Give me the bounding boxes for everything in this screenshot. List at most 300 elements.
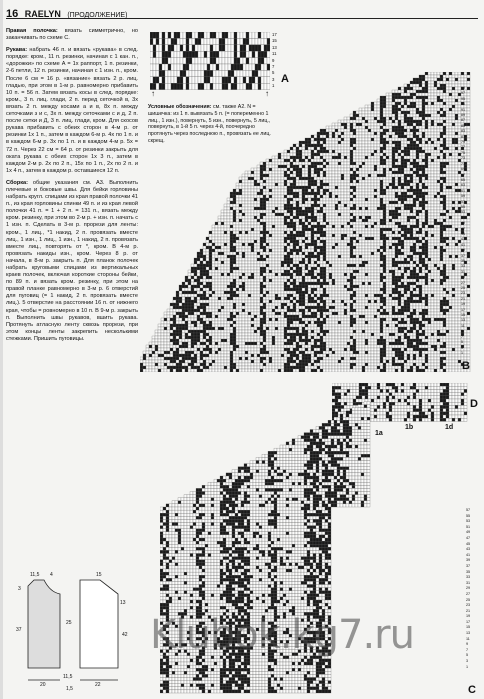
chart-cell [192,38,195,44]
chart-cell [236,198,239,201]
chart-cell [362,276,365,279]
chart-cell [320,168,323,171]
chart-cell [374,231,377,234]
chart-cell [284,246,287,249]
chart-cell [368,198,371,201]
chart-cell [254,195,257,198]
chart-cell [365,219,368,222]
chart-cell [236,228,239,231]
chart-cell [296,180,299,183]
chart-cell [335,261,338,264]
chart-cell [362,255,365,258]
chart-cell [425,273,428,276]
chart-cell [269,213,272,216]
chart-cell [257,258,260,261]
chart-cell [392,270,395,273]
chart-cell [380,258,383,261]
chart-cell [347,261,350,264]
chart-cell [449,225,452,228]
chart-cell [168,58,171,64]
chart-cell [380,150,383,153]
chart-cell [422,111,425,114]
chart-cell [284,159,287,162]
chart-cell [215,276,218,279]
chart-cell [284,279,287,282]
chart-cell [431,129,434,132]
chart-cell [308,168,311,171]
chart-cell [398,237,401,240]
chart-cell [224,234,227,237]
chart-cell [437,252,440,255]
chart-cell [344,207,347,210]
chart-cell [410,192,413,195]
chart-cell [263,270,266,273]
chart-cell [392,114,395,117]
chart-cell [359,147,362,150]
chart-cell [380,111,383,114]
chart-cell [368,270,371,273]
chart-cell [278,213,281,216]
chart-cell [407,141,410,144]
chart-cell [452,270,455,273]
chart-cell [296,231,299,234]
chart-cell [314,213,317,216]
chart-cell [302,270,305,273]
chart-cell [449,177,452,180]
chart-cell [425,240,428,243]
chart-cell [287,273,290,276]
chart-cell [218,228,221,231]
chart-cell [218,225,221,228]
chart-cell [374,111,377,114]
chart-cell [278,171,281,174]
chart-cell [413,87,416,90]
chart-cell [431,108,434,111]
chart-cell [419,273,422,276]
chart-cell [308,222,311,225]
chart-cell [326,135,329,138]
chart-cell [407,90,410,93]
chart-cell [395,126,398,129]
chart-cell [380,198,383,201]
chart-cell [446,258,449,261]
chart-cell [428,255,431,258]
chart-cell [329,264,332,267]
chart-cell [290,246,293,249]
chart-cell [183,32,186,38]
chart-cell [275,198,278,201]
chart-cell [359,117,362,120]
chart-cell [317,204,320,207]
chart-cell [404,156,407,159]
chart-cell [416,93,419,96]
chart-cell [183,64,186,70]
chart-cell [425,243,428,246]
chart-cell [377,99,380,102]
chart-cell [254,180,257,183]
chart-cell [449,120,452,123]
chart-cell [452,189,455,192]
chart-cell [284,195,287,198]
chart-cell [356,216,359,219]
chart-cell [434,141,437,144]
chart-cell [359,189,362,192]
chart-cell [329,198,332,201]
chart-cell [425,147,428,150]
chart-cell [428,111,431,114]
chart-cell [437,135,440,138]
chart-cell [440,165,443,168]
chart-cell [305,279,308,282]
chart-cell [230,204,233,207]
chart-cell [248,189,251,192]
chart-cell [257,174,260,177]
chart-cell [251,186,254,189]
chart-cell [269,258,272,261]
chart-cell [350,171,353,174]
chart-cell [449,84,452,87]
chart-cell [296,258,299,261]
chart-cell [191,279,194,282]
chart-cell [389,168,392,171]
chart-cell [341,204,344,207]
chart-cell [245,192,248,195]
chart-cell [350,186,353,189]
chart-cell [392,111,395,114]
chart-cell [237,64,240,70]
chart-cell [245,231,248,234]
chart-cell [449,216,452,219]
chart-cell [257,276,260,279]
chart-cell [323,141,326,144]
chart-cell [377,252,380,255]
chart-cell [446,144,449,147]
chart-cell [218,246,221,249]
chart-cell [413,261,416,264]
chart-cell [314,261,317,264]
chart-cell [425,153,428,156]
chart-cell [389,231,392,234]
chart-cell [383,252,386,255]
chart-cell [455,222,458,225]
chart-cell [275,168,278,171]
chart-cell [269,192,272,195]
chart-cell [371,255,374,258]
chart-cell [275,270,278,273]
chart-cell [419,141,422,144]
chart-cell [275,201,278,204]
chart-cell [401,207,404,210]
chart-cell [419,255,422,258]
chart-cell [266,231,269,234]
chart-cell [212,264,215,267]
chart-cell [255,32,258,38]
chart-cell [425,234,428,237]
chart-cell [356,117,359,120]
chart-cell [356,186,359,189]
chart-cell [401,255,404,258]
chart-cell [398,204,401,207]
chart-cell [168,64,171,70]
chart-cell [260,198,263,201]
chart-cell [243,64,246,70]
chart-cell [200,270,203,273]
chart-cell [443,246,446,249]
chart-cell [272,249,275,252]
chart-cell [341,252,344,255]
chart-cell [455,138,458,141]
chart-cell [356,189,359,192]
chart-cell [437,255,440,258]
chart-cell [278,228,281,231]
chart-cell [245,174,248,177]
chart-cell [353,156,356,159]
chart-cell [365,195,368,198]
chart-cell [434,270,437,273]
chart-cell [443,252,446,255]
chart-cell [323,153,326,156]
chart-cell [290,162,293,165]
chart-cell [317,255,320,258]
chart-cell [416,234,419,237]
chart-cell [455,234,458,237]
chart-cell [281,171,284,174]
chart-cell [434,240,437,243]
chart-cell [186,51,189,57]
chart-cell [449,123,452,126]
chart-cell [443,117,446,120]
chart-cell [356,162,359,165]
chart-cell [269,177,272,180]
chart-cell [425,231,428,234]
chart-cell [350,195,353,198]
chart-cell [311,171,314,174]
chart-cell [302,174,305,177]
chart-cell [419,159,422,162]
chart-cell [209,234,212,237]
chart-cell [428,276,431,279]
chart-cell [419,207,422,210]
chart-cell [236,249,239,252]
chart-cell [380,147,383,150]
chart-cell [368,174,371,177]
chart-cell [440,144,443,147]
chart-cell [213,51,216,57]
chart-cell [305,234,308,237]
chart-cell [320,204,323,207]
chart-cell [401,213,404,216]
chart-cell [278,156,281,159]
chart-cell [380,135,383,138]
chart-cell [227,252,230,255]
chart-cell [305,219,308,222]
chart-cell [428,72,431,75]
chart-cell [341,237,344,240]
chart-cell [335,126,338,129]
chart-cell [446,108,449,111]
chart-cell [251,240,254,243]
chart-cell [323,243,326,246]
chart-cell [302,210,305,213]
chart-cell [362,189,365,192]
chart-cell [455,93,458,96]
chart-cell [245,243,248,246]
chart-cell [407,219,410,222]
chart-cell [287,261,290,264]
chart-cell [365,261,368,264]
chart-cell [413,171,416,174]
chart-cell [407,87,410,90]
chart-cell [419,192,422,195]
chart-cell [305,246,308,249]
chart-cell [353,207,356,210]
chart-cell [323,273,326,276]
chart-cell [269,159,272,162]
chart-cell [440,126,443,129]
chart-cell [156,58,159,64]
chart-cell [407,105,410,108]
chart-cell [329,144,332,147]
chart-cell [308,159,311,162]
chart-cell [380,183,383,186]
chart-cell [284,183,287,186]
chart-cell [443,147,446,150]
chart-cell [317,174,320,177]
chart-cell [281,159,284,162]
chart-cell [299,159,302,162]
chart-cell [317,213,320,216]
chart-cell [389,93,392,96]
chart-cell [371,123,374,126]
chart-cell [407,228,410,231]
chart-cell [236,189,239,192]
chart-cell [392,279,395,282]
chart-cell [398,279,401,282]
chart-cell [347,204,350,207]
chart-cell [410,243,413,246]
chart-cell [377,105,380,108]
chart-cell [296,225,299,228]
chart-cell [317,153,320,156]
chart-cell [401,108,404,111]
chart-cell [239,210,242,213]
chart-cell [278,198,281,201]
chart-cell [377,234,380,237]
chart-cell [374,147,377,150]
chart-cell [233,246,236,249]
chart-cell [344,180,347,183]
chart-cell [449,192,452,195]
chart-cell [395,204,398,207]
chart-cell [284,222,287,225]
chart-cell [422,198,425,201]
chart-cell [422,144,425,147]
chart-cell [425,120,428,123]
chart-cell [380,234,383,237]
chart-cell [305,261,308,264]
chart-cell [347,258,350,261]
chart-cell [362,165,365,168]
chart-cell [380,273,383,276]
chart-cell [407,132,410,135]
chart-cell [419,189,422,192]
chart-cell [284,168,287,171]
chart-cell [185,279,188,282]
chart-cell [410,177,413,180]
chart-cell [449,78,452,81]
chart-cell [344,174,347,177]
chart-cell [305,264,308,267]
chart-cell [407,270,410,273]
chart-cell [395,279,398,282]
chart-cell [332,255,335,258]
chart-cell [299,147,302,150]
chart-cell [419,258,422,261]
chart-cell [392,99,395,102]
chart-cell [413,177,416,180]
chart-cell [347,132,350,135]
chart-cell [335,273,338,276]
chart-cell [401,231,404,234]
chart-cell [377,189,380,192]
chart-cell [344,177,347,180]
chart-cell [419,225,422,228]
chart-cell [392,222,395,225]
chart-cell [455,153,458,156]
chart-cell [275,210,278,213]
chart-cell [347,165,350,168]
chart-cell [443,96,446,99]
chart-cell [320,201,323,204]
chart-cell [455,207,458,210]
chart-cell [449,210,452,213]
chart-cell [248,204,251,207]
chart-cell [284,213,287,216]
chart-cell [284,150,287,153]
chart-cell [221,270,224,273]
chart-cell [437,222,440,225]
chart-cell [437,165,440,168]
chart-cell [266,267,269,270]
chart-cell [266,261,269,264]
chart-cell [440,153,443,156]
chart-cell [392,135,395,138]
chart-cell [425,258,428,261]
chart-cell [263,234,266,237]
chart-cell [359,210,362,213]
chart-cell [326,222,329,225]
chart-cell [368,237,371,240]
chart-cell [221,279,224,282]
chart-cell [299,156,302,159]
chart-cell [341,249,344,252]
chart-cell [287,225,290,228]
chart-cell [281,195,284,198]
chart-cell [195,32,198,38]
chart-cell [455,84,458,87]
chart-cell [452,96,455,99]
chart-cell [320,195,323,198]
chart-cell [251,243,254,246]
chart-cell [386,138,389,141]
chart-cell [416,231,419,234]
chart-cell [251,246,254,249]
chart-cell [254,249,257,252]
chart-cell [401,159,404,162]
chart-cell [386,162,389,165]
chart-cell [254,276,257,279]
chart-cell [218,234,221,237]
